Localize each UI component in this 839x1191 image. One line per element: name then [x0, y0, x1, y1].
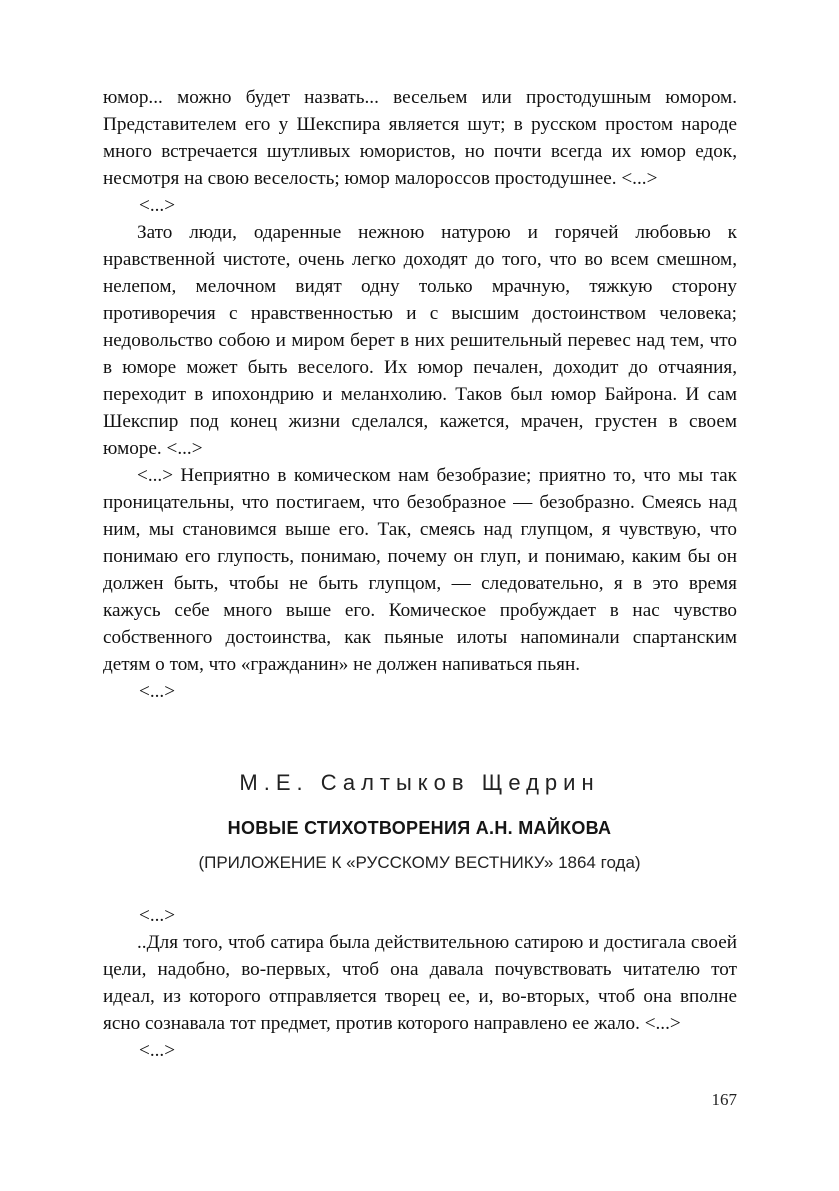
paragraph-humor-sad: Зато люди, одаренные нежною натурою и горячей любовью к нравственной чистоте, очень легко доходят до того, что во всем смешном, нелепом, мелочном видят одну только мрачную, тяжкую сторону противоречия с нравственностью и с высшим достоинством человека; недовольство собою и миром берет в них решительный перевес над тем, что в юморе может быть веселого. Их юмор печален, доходит до отчаяния, переходит в ипохондрию и меланхолию. Таков был юмор Байрона. И сам Шекспир под конец жизни сделался, кажется, мрачен, грустен в своем юморе. <...>	[103, 222, 737, 459]
ellipsis-marker: <...>	[139, 681, 176, 702]
ellipsis-marker: <...>	[139, 905, 176, 926]
section-saltykov-text	[103, 902, 737, 1064]
ellipsis-marker: <...>	[139, 1040, 176, 1061]
paragraph-satire: ..Для того, чтоб сатира была действительною сатирою и достигала своей цели, надобно, во-первых, чтоб она давала почувствовать читателю тот идеал, из которого отправляется творец ее, и, во-вторых, чтоб она вполне ясно сознавала тот предмет, против которого направлено ее жало. <...>	[103, 932, 737, 1034]
paragraph-comic: <...> Неприятно в комическом нам безобразие; приятно то, что мы так проницательны, что постигаем, что безобразное — безобразно. Смеясь над ним, мы становимся выше его. Так, смеясь над глупцом, я чувствую, что понимаю его глупость, понимаю, почему он глуп, и понимаю, каким бы он должен быть, чтобы не быть глупцом, — следовательно, я в это время кажусь себе много выше его. Комическое пробуждает в нас чувство собственного достоинства, как пьяные илоты напоминали спартанским детям о том, что «гражданин» не должен напиваться пьян.	[103, 465, 737, 675]
paragraph-humor-intro: юмор... можно будет назвать... весельем или простодушным юмором. Представителем его у Шекспира является шут; в русском простом народе много встречается шутливых юмористов, но почти всегда их юмор едок, несмотря на свою веселость; юмор малороссов простодушнее. <...>	[103, 87, 737, 189]
article-subtitle: (ПРИЛОЖЕНИЕ К «РУССКОМУ ВЕСТНИКУ» 1864 года)	[198, 853, 641, 872]
author-heading: М.Е. Салтыков Щедрин	[239, 770, 600, 795]
article-title: НОВЫЕ СТИХОТВОРЕНИЯ А.Н. МАЙКОВА	[227, 818, 612, 838]
section-belinsky-text	[103, 84, 737, 705]
ellipsis-marker: <...>	[139, 195, 176, 216]
page-number: 167	[711, 1090, 737, 1109]
